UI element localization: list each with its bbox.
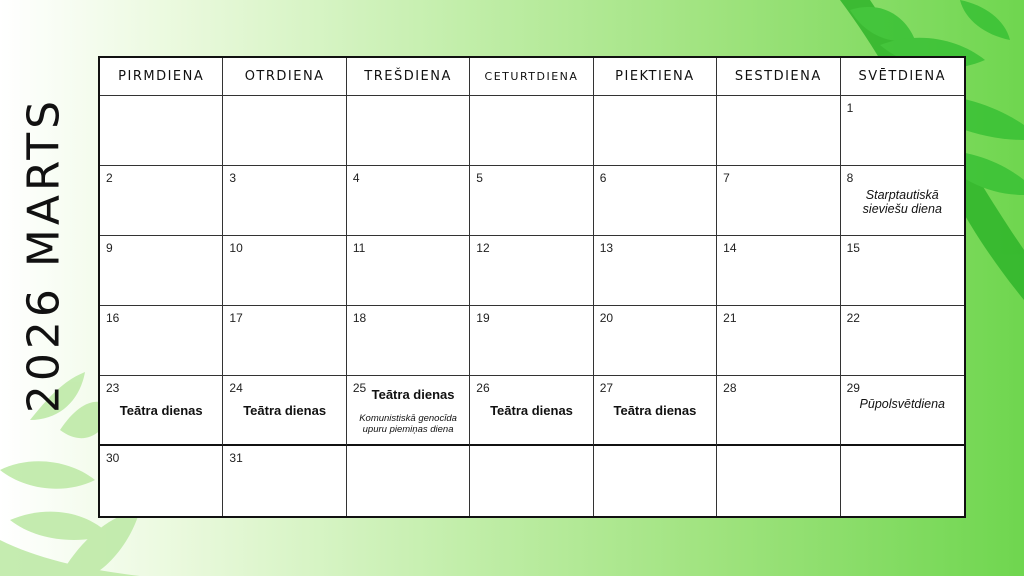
day-number: 30 [106, 451, 120, 465]
day-number: 12 [476, 241, 490, 255]
day-cell[interactable] [223, 236, 346, 306]
holiday-label: Pūpolsvētdiena [859, 397, 946, 411]
day-cell[interactable] [470, 166, 593, 236]
weekday-header: PIRMDIENA [100, 58, 223, 96]
day-number: 18 [352, 311, 367, 325]
day-cell[interactable] [347, 376, 470, 446]
day-number: 23 [106, 381, 120, 395]
day-cell[interactable] [470, 236, 593, 306]
day-cell[interactable] [717, 446, 840, 516]
day-cell[interactable] [470, 376, 593, 446]
day-cell[interactable] [347, 306, 470, 376]
day-number: 10 [229, 241, 243, 255]
day-cell[interactable] [594, 96, 717, 166]
day-number: 22 [846, 311, 860, 325]
day-number: 31 [229, 451, 243, 465]
day-cell[interactable] [223, 166, 346, 236]
day-cell[interactable] [841, 306, 964, 376]
day-cell[interactable] [717, 166, 840, 236]
day-number: 3 [229, 171, 237, 185]
day-number: 14 [723, 241, 737, 255]
day-cell[interactable] [100, 236, 223, 306]
day-number: 17 [229, 311, 243, 325]
day-cell[interactable] [100, 446, 223, 516]
day-cell[interactable] [717, 236, 840, 306]
day-cell[interactable] [100, 166, 223, 236]
day-number: 19 [476, 311, 490, 325]
day-cell[interactable] [100, 306, 223, 376]
day-cell[interactable] [100, 376, 223, 446]
day-cell[interactable] [470, 306, 593, 376]
day-cell[interactable] [223, 96, 346, 166]
weekday-header: TREŠDIENA [347, 58, 470, 96]
day-number: 24 [229, 381, 243, 395]
day-cell[interactable] [594, 236, 717, 306]
page-title: 2026 MARTS [18, 96, 70, 414]
weekday-header: PIEKTIENA [594, 58, 717, 96]
weekday-header: SVĒTDIENA [841, 58, 964, 96]
day-cell[interactable] [347, 166, 470, 236]
day-cell[interactable] [841, 166, 964, 236]
holiday-label: Starptautiskā sieviešu diena [862, 188, 942, 216]
day-cell[interactable] [347, 236, 470, 306]
day-number: 27 [599, 381, 614, 395]
day-cell[interactable] [347, 96, 470, 166]
event-label: Teātra dienas [371, 387, 455, 402]
day-cell[interactable] [594, 376, 717, 446]
day-number: 5 [476, 171, 483, 185]
event-label: Teātra dienas [243, 403, 327, 418]
day-number: 28 [723, 381, 737, 395]
day-number: 26 [476, 381, 490, 395]
day-number: 16 [106, 311, 120, 325]
day-number: 6 [599, 171, 607, 185]
day-cell[interactable] [717, 306, 840, 376]
day-number: 20 [599, 311, 614, 325]
day-cell[interactable] [841, 96, 964, 166]
event-label: Teātra dienas [119, 403, 203, 418]
day-cell[interactable] [223, 306, 346, 376]
day-cell[interactable] [594, 446, 717, 516]
day-cell[interactable] [717, 376, 840, 446]
day-number: 7 [723, 171, 730, 185]
day-cell[interactable] [594, 306, 717, 376]
day-cell[interactable] [470, 446, 593, 516]
day-number: 29 [846, 381, 860, 395]
calendar-grid [98, 56, 966, 518]
day-number: 25 [352, 381, 367, 395]
day-cell[interactable] [594, 166, 717, 236]
day-cell[interactable] [841, 236, 964, 306]
day-number: 11 [352, 241, 366, 255]
day-cell[interactable] [717, 96, 840, 166]
day-number: 21 [723, 311, 737, 325]
day-number: 2 [106, 171, 113, 185]
weekday-header: CETURTDIENA [470, 58, 593, 96]
event-label: Teātra dienas [613, 403, 697, 418]
day-cell[interactable] [470, 96, 593, 166]
day-number: 8 [846, 171, 854, 185]
day-cell[interactable] [223, 446, 346, 516]
day-cell[interactable] [223, 376, 346, 446]
weekday-header: OTRDIENA [223, 58, 346, 96]
day-number: 1 [846, 101, 854, 115]
holiday-label: Komunistiskā genocīda upuru piemiņas diena [359, 413, 457, 435]
day-cell[interactable] [841, 376, 964, 446]
day-number: 15 [846, 241, 860, 255]
day-cell[interactable] [347, 446, 470, 516]
day-number: 9 [106, 241, 113, 255]
day-cell[interactable] [841, 446, 964, 516]
event-label: Teātra dienas [490, 403, 573, 418]
day-number: 13 [599, 241, 614, 255]
day-cell[interactable] [100, 96, 223, 166]
weekday-header: SESTDIENA [717, 58, 840, 96]
day-number: 4 [352, 171, 360, 185]
